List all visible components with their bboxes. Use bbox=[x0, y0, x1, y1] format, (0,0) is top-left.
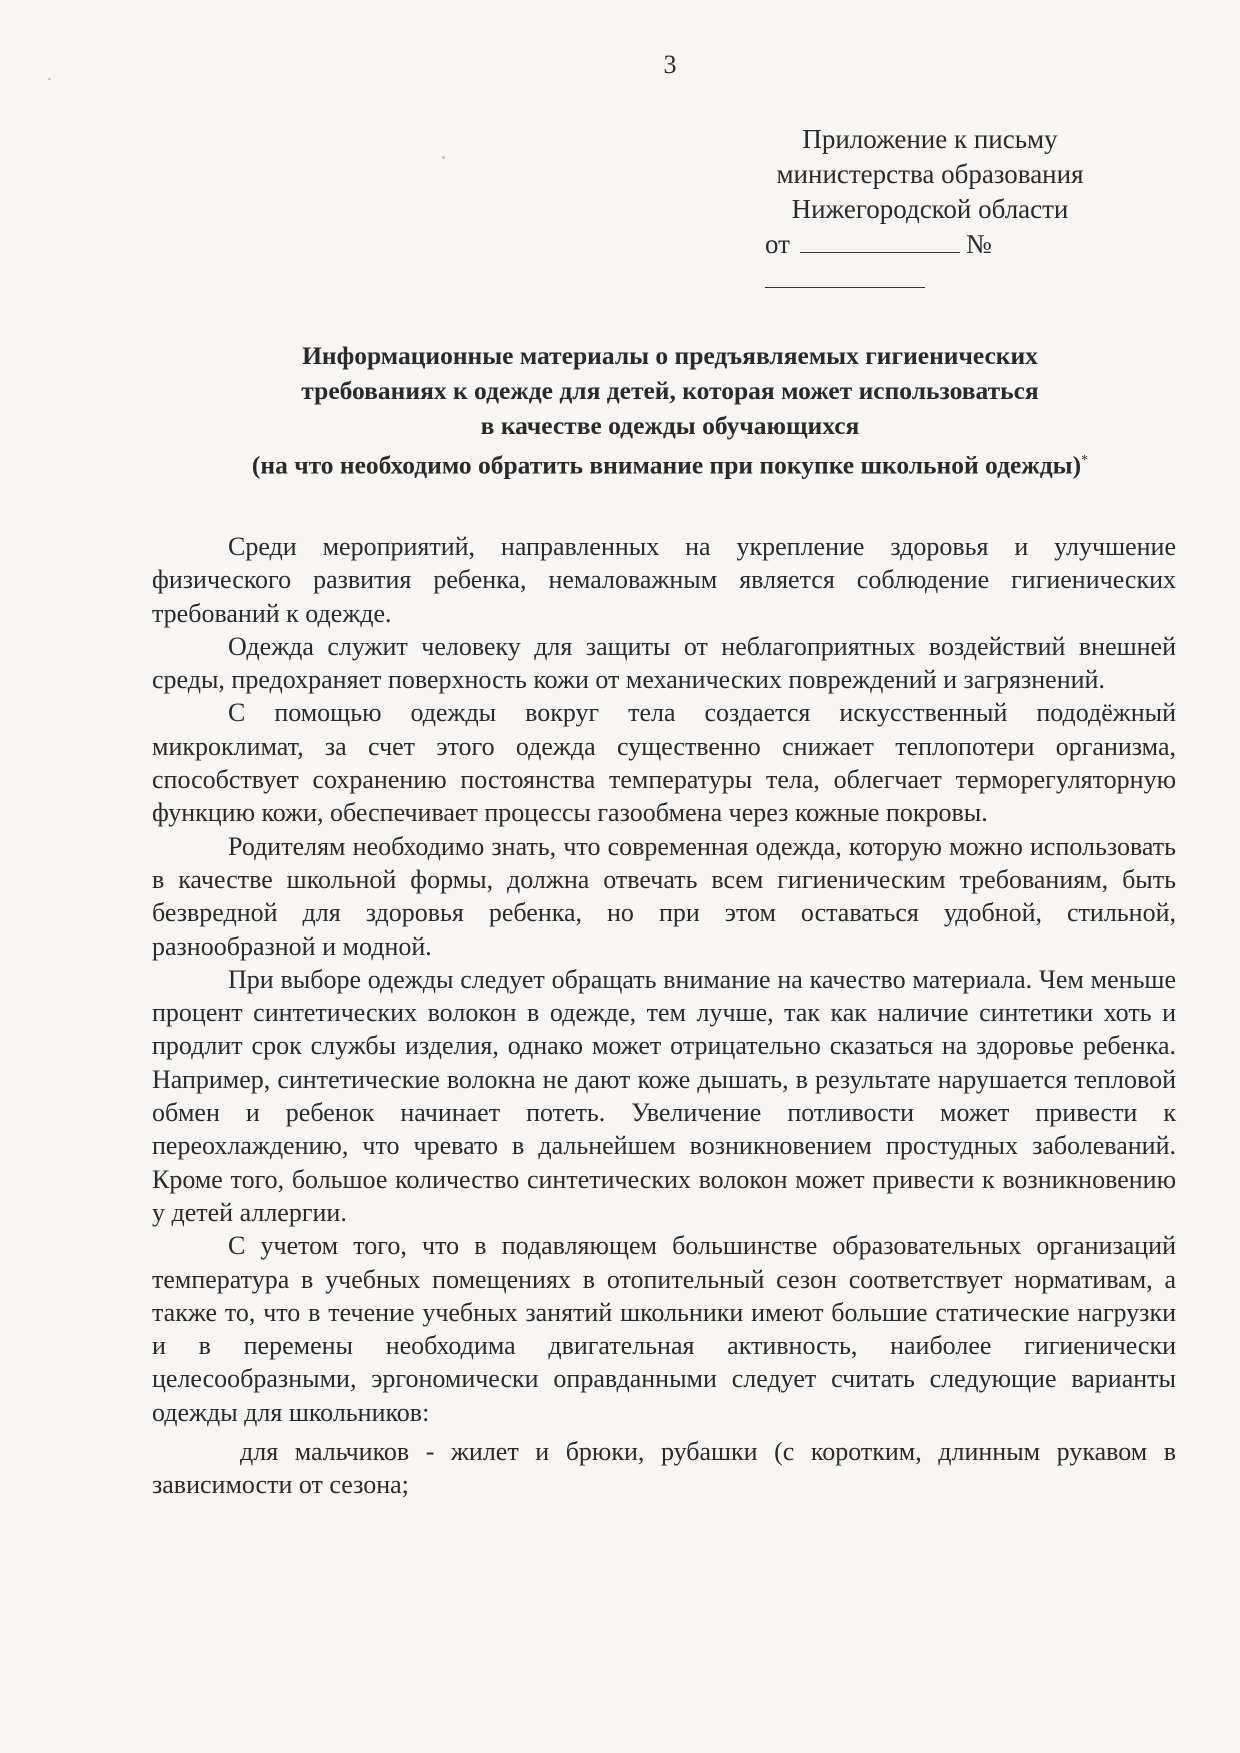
title-line: требованиях к одежде для детей, которая может использоваться bbox=[301, 376, 1039, 405]
addressee-line: Нижегородской области bbox=[791, 194, 1069, 224]
body-paragraph: С учетом того, что в подавляющем большинстве образовательных организаций температура в учебных помещениях в отопительный сезон соответствует нормативам, а также то, что в течение учебных занятий школьники имеют большие статические нагрузки и в перемены необходима двигательная активность, наиболее гигиенически целесообразными, эргономически оправданными следует считать следующие варианты одежды для школьников: bbox=[152, 1231, 1176, 1427]
number-blank bbox=[765, 263, 925, 288]
footnote-mark: * bbox=[1081, 453, 1089, 468]
body-paragraph: С помощью одежды вокруг тела создается искусственный пододёжный микроклимат, за счет этого одежда существенно снижает теплопотери организма, способствует сохранению постоянства температуры тела, облегчает терморегуляторную функцию кожи, обеспечивает процессы газообмена через кожные покровы. bbox=[152, 698, 1176, 828]
letter-reference bbox=[760, 227, 1100, 297]
body-paragraph: Среди мероприятий, направленных на укрепление здоровья и улучшение физического развития ребенка, немаловажным является соблюдение гигиенических требований к одежде. bbox=[152, 532, 1176, 628]
addressee-line: Приложение к письму bbox=[802, 124, 1058, 154]
page-number: 3 bbox=[663, 50, 677, 79]
body-paragraph: Одежда служит человеку для защиты от неблагоприятных воздействий внешней среды, предохраняет поверхность кожи от механических повреждений и загрязнений. bbox=[152, 631, 1176, 695]
list-item: для мальчиков - жилет и брюки, рубашки (с коротким, длинным рукавом в зависимости от сезона; bbox=[152, 1437, 1176, 1500]
body-paragraph: Родителям необходимо знать, что современная одежда, которую можно использовать в качестве школьной формы, должна отвечать всем гигиеническим требованиям, быть безвредной для здоровья ребенка, но при этом оставаться удобной, стильной, разнообразной и модной. bbox=[152, 831, 1176, 961]
title-subline bbox=[150, 443, 1190, 483]
addressee-block bbox=[760, 122, 1100, 297]
title-line: (на что необходимо обратить внимание при покупке школьной одежды) bbox=[251, 450, 1082, 480]
body-paragraph: При выборе одежды следует обращать внимание на качество материала. Чем меньше процент синтетических волокон в одежде, тем лучше, так как наличие синтетики хоть и продлит срок службы изделия, однако может отрицательно сказаться на здоровье ребенка. Например, синтетические волокна не дают коже дышать, в результате нарушается тепловой обмен и ребенок начинает потеть. Увеличение потливости может привести к переохлаждению, что чревато в дальнейшем возникновением простудных заболеваний. Кроме того, большое количество синтетических волокон может привести к возникновению у детей аллергии. bbox=[152, 964, 1176, 1227]
scan-speck bbox=[442, 156, 445, 159]
ref-from-label: от bbox=[765, 229, 790, 259]
title-line: Информационные материалы о предъявляемых гигиенических bbox=[302, 341, 1038, 370]
scan-speck bbox=[48, 78, 51, 80]
date-blank bbox=[800, 228, 960, 253]
addressee-line: министерства образования bbox=[776, 159, 1084, 189]
title-line: в качестве одежды обучающихся bbox=[480, 411, 860, 440]
document-title bbox=[150, 338, 1190, 483]
document-body bbox=[152, 530, 1176, 1502]
ref-number-label: № bbox=[965, 229, 992, 259]
